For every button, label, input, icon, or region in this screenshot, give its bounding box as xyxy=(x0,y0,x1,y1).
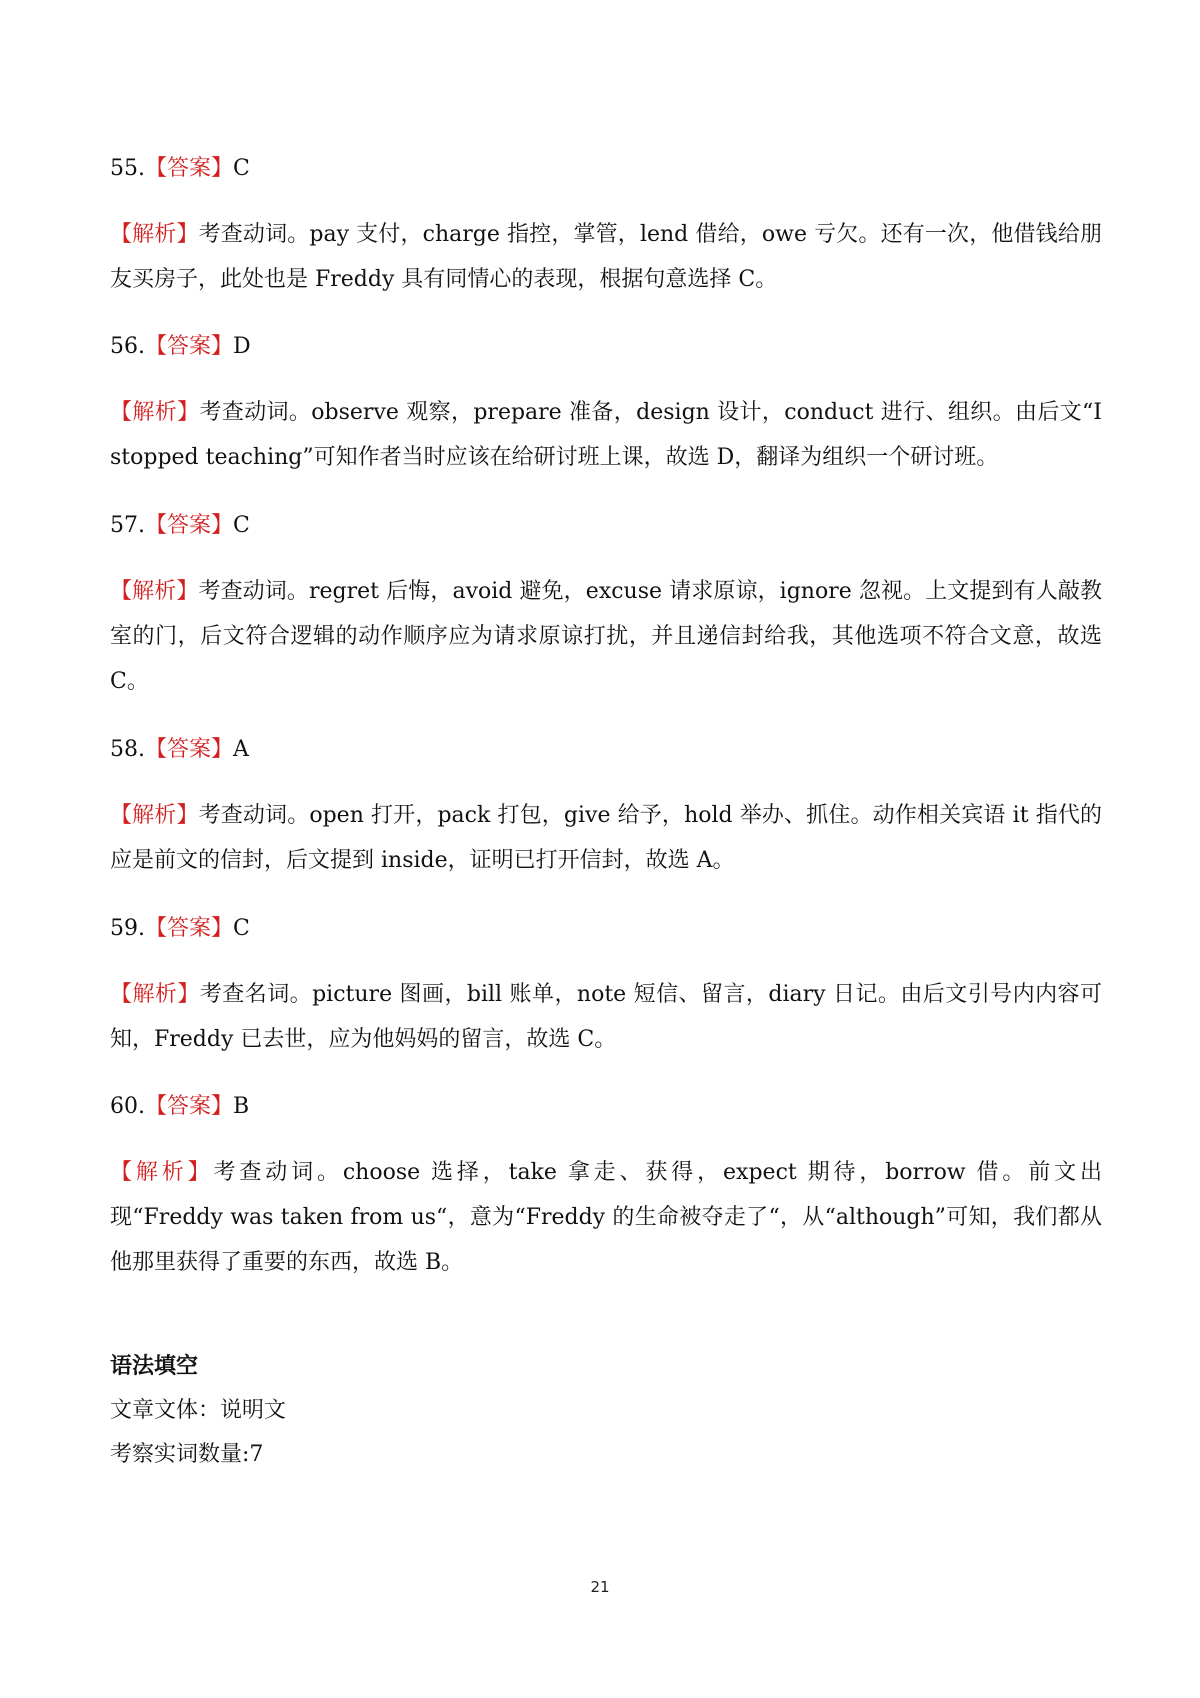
analysis-55 xyxy=(110,212,1102,302)
answer-label: 【答案】 xyxy=(145,334,234,359)
analysis-58 xyxy=(110,793,1102,883)
question-number: 57. xyxy=(110,513,145,538)
analysis-56 xyxy=(110,390,1102,480)
answer-line-60 xyxy=(110,1084,1102,1129)
answer-label: 【答案】 xyxy=(145,916,234,941)
analysis-label: 【解析】 xyxy=(110,1160,214,1185)
analysis-60 xyxy=(110,1150,1102,1285)
answer-value: C xyxy=(233,513,250,538)
analysis-label: 【解析】 xyxy=(110,222,199,247)
answer-value: C xyxy=(233,156,250,181)
answer-label: 【答案】 xyxy=(145,156,234,181)
answer-line-59 xyxy=(110,906,1102,951)
answer-label: 【答案】 xyxy=(145,513,234,538)
analysis-text: 考查动词。observe 观察，prepare 准备，design 设计，conduct 进行、组织。由后文“I stopped teaching”可知作者当时应该在给研讨班上课，故选 D，翻译为组织一个研讨班。 xyxy=(110,400,1102,470)
analysis-label: 【解析】 xyxy=(110,400,200,425)
question-number: 55. xyxy=(110,156,145,181)
question-number: 60. xyxy=(110,1094,145,1119)
analysis-label: 【解析】 xyxy=(110,803,199,828)
analysis-59 xyxy=(110,972,1102,1062)
answer-line-57 xyxy=(110,503,1102,548)
answer-value: A xyxy=(233,737,249,762)
section-title: 语法填空 xyxy=(110,1353,199,1379)
answer-line-56 xyxy=(110,324,1102,369)
analysis-text: 考查动词。pay 支付，charge 指控，掌管，lend 借给，owe 亏欠。还有一次，他借钱给朋友买房子，此处也是 Freddy 具有同情心的表现，根据句意选择 C。 xyxy=(110,222,1102,292)
analysis-text: 考查动词。open 打开，pack 打包，give 给予，hold 举办、抓住。动作相关宾语 it 指代的应是前文的信封，后文提到 inside，证明已打开信封，故选 A。 xyxy=(110,803,1102,873)
question-number: 56. xyxy=(110,334,145,359)
answer-line-55 xyxy=(110,146,1102,191)
analysis-label: 【解析】 xyxy=(110,982,200,1007)
section-genre: 文章文体：说明文 xyxy=(110,1398,287,1423)
page-number: 21 xyxy=(590,1578,610,1596)
question-number: 59. xyxy=(110,916,145,941)
question-number: 58. xyxy=(110,737,145,762)
answer-value: B xyxy=(233,1094,250,1119)
section-count: 考察实词数量:7 xyxy=(110,1442,264,1467)
analysis-text: 考查名词。picture 图画，bill 账单，note 短信、留言，diary 日记。由后文引号内内容可知，Freddy 已去世，应为他妈妈的留言，故选 C。 xyxy=(110,982,1102,1052)
answer-line-58 xyxy=(110,727,1102,772)
answer-value: C xyxy=(233,916,250,941)
answer-value: D xyxy=(233,334,251,359)
analysis-57 xyxy=(110,569,1102,704)
analysis-label: 【解析】 xyxy=(110,579,199,604)
analysis-text: 考查动词。choose 选择，take 拿走、获得，expect 期待，borrow 借。前文出现“Freddy was taken from us“，意为“Freddy 的生命被夺走了“，从“although”可知，我们都从他那里获得了重要的东西，故选 B。 xyxy=(110,1160,1102,1275)
answer-label: 【答案】 xyxy=(145,737,234,762)
analysis-text: 考查动词。regret 后悔，avoid 避免，excuse 请求原谅，ignore 忽视。上文提到有人敲教室的门，后文符合逻辑的动作顺序应为请求原谅打扰，并且递信封给我，其他选项不符合文意，故选 C。 xyxy=(110,579,1102,694)
answer-label: 【答案】 xyxy=(145,1094,234,1119)
